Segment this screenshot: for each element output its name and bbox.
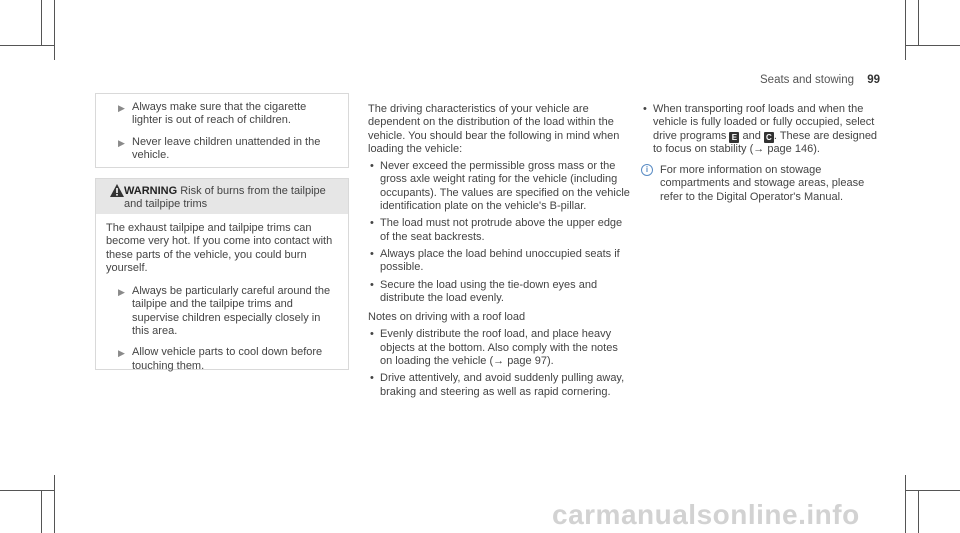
drive-program-c-icon: C <box>764 132 774 143</box>
warning-box <box>95 178 349 370</box>
list-item: ▶ Always be particularly careful around the tailpipe and the tailpipe trims and supervise children especially closely in this area. <box>118 285 331 338</box>
warning-label: WARNING <box>124 185 178 197</box>
list-item: ▶ Always make sure that the cigarette lighter is out of reach of children. <box>118 101 307 127</box>
loading-intro: The driving characteristics of your vehicle are dependent on the distribution of the load within the vehicle. You should bear the following in mind when loading the vehicle: <box>368 103 620 155</box>
bullet-icon: • <box>643 103 647 115</box>
bullet-icon: • <box>370 247 374 260</box>
list-item: • Evenly distribute the roof load, and place heavy objects at the bottom. Also comply with the notes on loading the vehicle (→ page 97). <box>370 328 618 368</box>
list-item: • The load must not protrude above the upper edge of the seat backrests. <box>370 217 623 243</box>
drive-program-e-icon: E <box>729 132 739 143</box>
safety-notes-box <box>95 93 349 168</box>
loading-column <box>368 103 633 399</box>
warning-body: The exhaust tailpipe and tailpipe trims can become very hot. If you come into contact with these parts of the vehicle, you could burn yourself. <box>106 222 333 274</box>
play-arrow-icon: ▶ <box>118 137 125 148</box>
list-item: • Drive attentively, and avoid suddenly pulling away, braking and steering as well as rapid cornering. <box>370 372 625 398</box>
list-item: ▶ Never leave children unattended in the vehicle. <box>118 135 321 161</box>
watermark: carmanualsonline.info <box>552 499 860 530</box>
list-item: • Never exceed the permissible gross mass or the gross axle weight rating for the vehicle (including occupants). The values are specified on the vehicle identification plate on the vehicle's B-pillar. <box>370 160 630 213</box>
running-header <box>760 74 880 86</box>
bullet-icon: • <box>370 372 374 385</box>
bullet-icon: • <box>370 278 374 291</box>
list-item: • Secure the load using the tie-down eyes and distribute the load evenly. <box>370 278 598 304</box>
bullet-icon: • <box>370 328 374 341</box>
warning-title: Risk of burns from the tailpipe and tailpipe trims <box>124 185 326 210</box>
bullet-icon: • <box>370 217 374 230</box>
play-arrow-icon: ▶ <box>118 348 125 359</box>
drive-program-column <box>641 103 881 204</box>
section-title: Seats and stowing <box>760 74 854 86</box>
info-note: i For more information on stowage compartments and stowage areas, please refer to the Digital Operator's Manual. <box>641 164 881 204</box>
warning-triangle-icon <box>110 184 124 197</box>
roof-load-heading: Notes on driving with a roof load <box>368 311 526 324</box>
list-item: • When transporting roof loads and when the vehicle is fully loaded or fully occupied, select drive programs E and C . These are designed to focus on stability (→ page 146). <box>643 103 878 155</box>
page-number: 99 <box>867 74 880 86</box>
list-item: • Always place the load behind unoccupied seats if possible. <box>370 247 620 274</box>
warning-header <box>96 179 348 214</box>
info-icon: i <box>641 164 653 176</box>
play-arrow-icon: ▶ <box>118 287 125 298</box>
bullet-icon: • <box>370 160 374 173</box>
list-item: ▶ Allow vehicle parts to cool down before touching them. <box>118 346 323 372</box>
play-arrow-icon: ▶ <box>118 103 125 113</box>
